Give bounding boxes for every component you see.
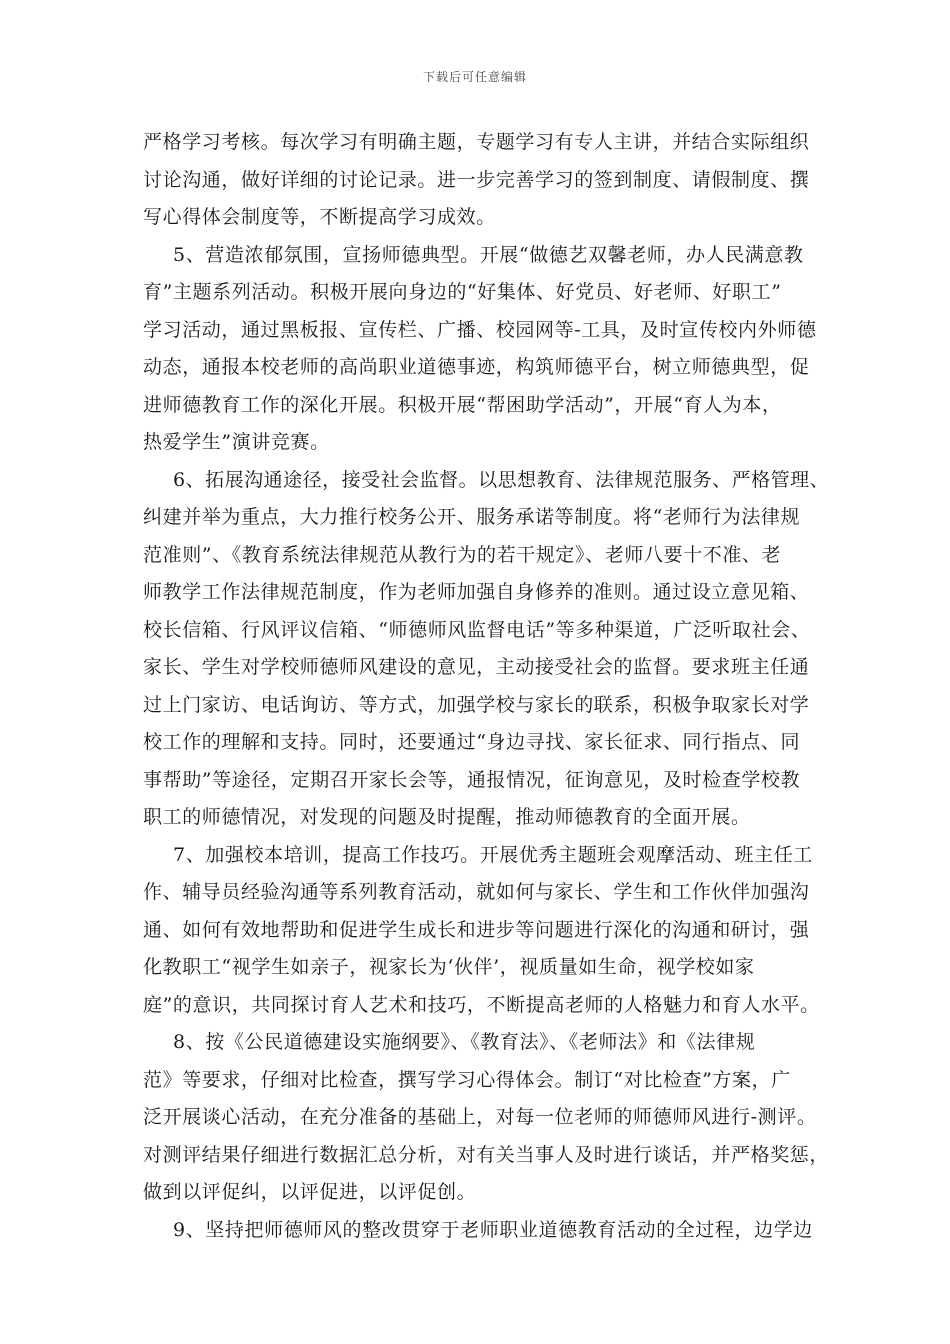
text-line: 5、营造浓郁氛围，宣扬师德典型。开展“做德艺双馨老师，办人民满意教 [173, 243, 804, 266]
text-line: 热爱学生”演讲竞赛。 [143, 431, 330, 453]
text-line: 7、加强校本培训，提高工作技巧。开展优秀主题班会观摩活动、班主任工 [173, 843, 813, 866]
page-header: 下载后可任意编辑 [422, 70, 527, 84]
text-line: 范》等要求，仔细对比检查，撰写学习心得体会。制订“对比检查”方案，广 [143, 1068, 791, 1091]
text-line: 严格学习考核。每次学习有明确主题，专题学习有专人主讲，并结合实际组织 [143, 131, 810, 153]
text-line: 家长、学生对学校师德师风建设的意见，主动接受社会的监督。要求班主任通 [143, 656, 810, 678]
text-line: 化教职工“视学生如亲子，视家长为‘伙伴’，视质量如生命，视学校如家 [143, 956, 755, 978]
text-line: 对测评结果仔细进行数据汇总分析，对有关当事人及时进行谈话，并严格奖惩， [143, 1143, 830, 1166]
text-line: 过上门家访、电话询访、等方式，加强学校与家长的联系，积极争取家长对学 [143, 693, 810, 716]
text-line: 范准则”、《教育系统法律规范从教行为的若干规定》、老师八要十不准、老 [143, 543, 782, 566]
text-line: 庭”的意识，共同探讨育人艺术和技巧，不断提高老师的人格魅力和育人水平。 [143, 993, 820, 1016]
text-line: 校长信箱、行风评议信箱、“师德师风监督电话”等多种渠道，广泛听取社会、 [143, 618, 811, 641]
text-line: 通、如何有效地帮助和促进学生成长和进步等问题进行深化的沟通和研讨，强 [143, 918, 810, 941]
text-line: 师教学工作法律规范制度，作为老师加强自身修养的准则。通过设立意见箱、 [143, 581, 810, 603]
text-line: 事帮助”等途径，定期召开家长会等，通报情况，征询意见，及时检查学校教 [143, 768, 801, 791]
text-line: 6、拓展沟通途径，接受社会监督。以思想教育、法律规范服务、严格管理、 [173, 468, 830, 491]
text-line: 纠建并举为重点，大力推行校务公开、服务承诺等制度。将“老师行为法律规 [143, 506, 801, 528]
text-line: 9、坚持把师德师风的整改贯穿于老师职业道德教育活动的全过程，边学边 [173, 1218, 813, 1241]
text-line: 8、按《公民道德建设实施纲要》、《教育法》、《老师法》和《法律规 [173, 1031, 756, 1053]
text-line: 进师德教育工作的深化开展。积极开展“帮困助学活动”，开展“育人为本， [143, 393, 782, 416]
text-line: 动态，通报本校老师的高尚职业道德事迹，构筑师德平台，树立师德典型，促 [143, 356, 810, 378]
text-line: 职工的师德情况，对发现的问题及时提醒，推动师德教育的全面开展。 [143, 806, 751, 828]
text-line: 育”主题系列活动。积极开展向身边的“好集体、好党员、好老师、好职工” [143, 281, 782, 303]
text-line: 泛开展谈心活动，在充分准备的基础上，对每一位老师的师德师风进行-测评。 [143, 1106, 817, 1128]
text-line: 做到以评促纠，以评促进，以评促创。 [143, 1181, 477, 1203]
text-line: 校工作的理解和支持。同时，还要通过“身边寻找、家长征求、同行指点、同 [143, 731, 801, 753]
text-line: 作、辅导员经验沟通等系列教育活动，就如何与家长、学生和工作伙伴加强沟 [143, 881, 810, 903]
text-line: 写心得体会制度等，不断提高学习成效。 [143, 206, 496, 228]
text-line: 讨论沟通，做好详细的讨论记录。进一步完善学习的签到制度、请假制度、撰 [143, 168, 810, 191]
document-body [143, 124, 829, 1249]
text-line: 学习活动，通过黑板报、宣传栏、广播、校园网等-工具，及时宣传校内外师德 [143, 318, 817, 341]
